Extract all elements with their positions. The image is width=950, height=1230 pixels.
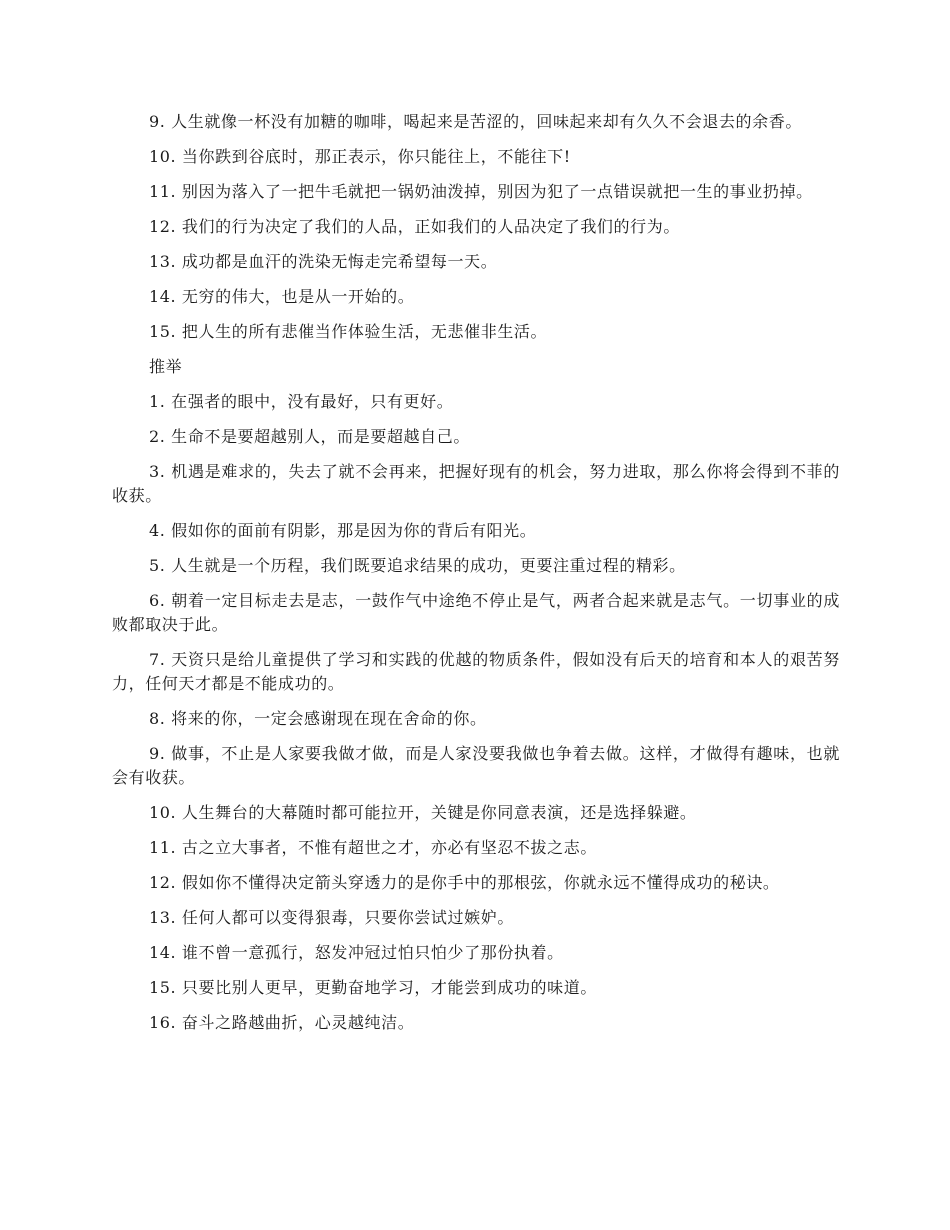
paragraph: 11. 古之立大事者，不惟有超世之才，亦必有坚忍不拔之志。 [149, 838, 597, 857]
paragraph: 10. 人生舞台的大幕随时都可能拉开，关键是你同意表演，还是选择躲避。 [149, 803, 697, 822]
paragraph: 2. 生命不是要超越别人，而是要超越自己。 [149, 427, 470, 446]
paragraph: 12. 假如你不懂得决定箭头穿透力的是你手中的那根弦，你就永远不懂得成功的秘诀。 [149, 873, 780, 892]
section-heading: 推举 [149, 357, 183, 376]
paragraph: 16. 奋斗之路越曲折，心灵越纯洁。 [149, 1013, 415, 1032]
paragraph: 9. 人生就像一杯没有加糖的咖啡，喝起来是苦涩的，回味起来却有久久不会退去的余香。 [149, 112, 802, 131]
paragraph: 13. 成功都是血汗的洗染无悔走完希望每一天。 [149, 252, 498, 271]
paragraph: 6. 朝着一定目标走去是志，一鼓作气中途绝不停止是气，两者合起来就是志气。一切事业的成败都取决于此。 [112, 591, 840, 634]
paragraph: 15. 只要比别人更早，更勤奋地学习，才能尝到成功的味道。 [149, 978, 597, 997]
paragraph: 11. 别因为落入了一把牛毛就把一锅奶油泼掉，别因为犯了一点错误就把一生的事业扔掉。 [149, 182, 813, 201]
paragraph: 4. 假如你的面前有阴影，那是因为你的背后有阳光。 [149, 521, 537, 540]
paragraph: 5. 人生就是一个历程，我们既要追求结果的成功，更要注重过程的精彩。 [149, 556, 686, 575]
paragraph: 12. 我们的行为决定了我们的人品，正如我们的人品决定了我们的行为。 [149, 217, 680, 236]
paragraph: 14. 谁不曾一意孤行，怒发冲冠过怕只怕少了那份执着。 [149, 943, 564, 962]
paragraph: 9. 做事，不止是人家要我做才做，而是人家没要我做也争着去做。这样，才做得有趣味，也就会有收获。 [112, 744, 840, 787]
paragraph: 15. 把人生的所有悲催当作体验生活，无悲催非生活。 [149, 322, 548, 341]
paragraph: 13. 任何人都可以变得狠毒，只要你尝试过嫉妒。 [149, 908, 514, 927]
paragraph: 8. 将来的你，一定会感谢现在现在舍命的你。 [149, 709, 487, 728]
paragraph: 10. 当你跌到谷底时，那正表示，你只能往上，不能往下! [149, 147, 571, 166]
paragraph: 7. 天资只是给儿童提供了学习和实践的优越的物质条件，假如没有后天的培育和本人的艰苦努力，任何天才都是不能成功的。 [112, 650, 840, 693]
paragraph: 3. 机遇是难求的，失去了就不会再来，把握好现有的机会，努力进取，那么你将会得到不菲的收获。 [112, 462, 840, 505]
paragraph: 14. 无穷的伟大，也是从一开始的。 [149, 287, 415, 306]
paragraph: 1. 在强者的眼中，没有最好，只有更好。 [149, 392, 454, 411]
